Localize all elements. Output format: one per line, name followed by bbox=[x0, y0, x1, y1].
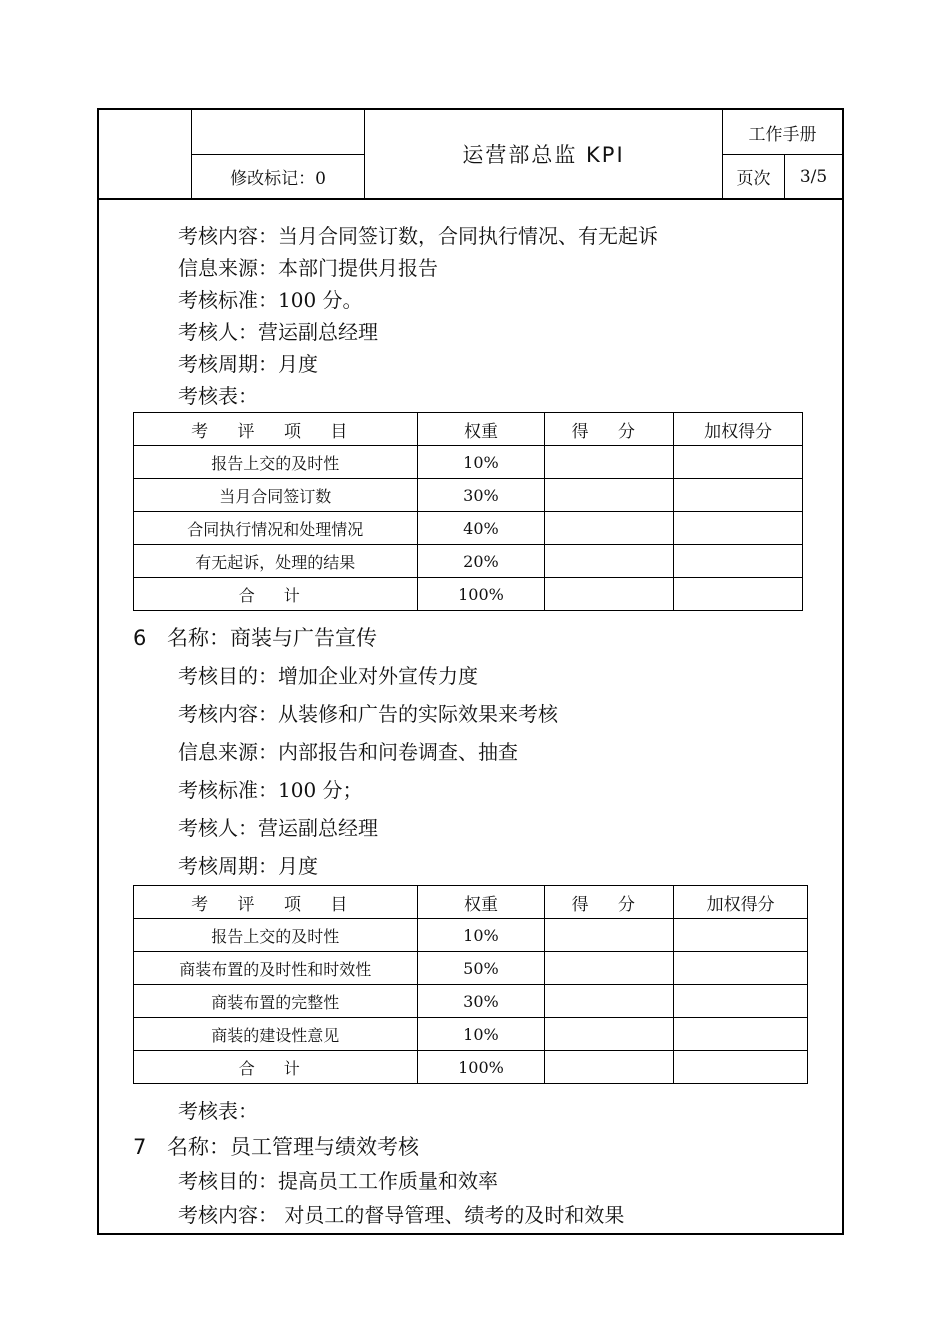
assessment-content-line: 考核内容： 对员工的督导管理、绩考的及时和效果 bbox=[178, 1203, 625, 1227]
weight-cell: 30% bbox=[417, 985, 545, 1018]
section-title: 名称：员工管理与绩效考核 bbox=[167, 1135, 419, 1159]
document-title: 运营部总监 KPI bbox=[462, 143, 625, 167]
item-cell: 商装布置的完整性 bbox=[134, 985, 418, 1018]
weighted-score-cell[interactable] bbox=[674, 545, 803, 578]
assessment-purpose-line: 考核目的：增加企业对外宣传力度 bbox=[178, 664, 478, 688]
weight-cell: 30% bbox=[417, 479, 545, 512]
score-cell[interactable] bbox=[545, 1051, 674, 1084]
item-cell: 有无起诉，处理的结果 bbox=[134, 545, 418, 578]
info-source-line: 信息来源：本部门提供月报告 bbox=[178, 256, 438, 280]
table-row bbox=[134, 512, 803, 545]
decoration-assessment-table bbox=[133, 885, 808, 1084]
weighted-score-cell[interactable] bbox=[674, 1051, 808, 1084]
assessment-content-line: 考核内容：从装修和广告的实际效果来考核 bbox=[178, 702, 558, 726]
column-header: 加权得分 bbox=[674, 413, 803, 446]
score-cell[interactable] bbox=[545, 919, 674, 952]
weighted-score-cell[interactable] bbox=[674, 952, 808, 985]
table-row bbox=[134, 952, 808, 985]
document-header bbox=[99, 110, 842, 200]
assessment-purpose-line: 考核目的：提高员工工作质量和效率 bbox=[178, 1169, 498, 1193]
weight-cell: 100% bbox=[417, 1051, 545, 1084]
manual-label: 工作手册 bbox=[748, 124, 817, 145]
table-total-row bbox=[134, 1051, 808, 1084]
info-source-line: 信息来源：内部报告和问卷调查、抽查 bbox=[178, 740, 518, 764]
column-header: 权重 bbox=[417, 413, 545, 446]
item-cell: 报告上交的及时性 bbox=[134, 919, 418, 952]
assessment-table-label: 考核表： bbox=[178, 1099, 258, 1123]
column-header: 考 评 项 目 bbox=[134, 886, 418, 919]
total-label-cell: 合 计 bbox=[134, 578, 418, 611]
total-label-cell: 合 计 bbox=[134, 1051, 418, 1084]
assessment-period-line: 考核周期：月度 bbox=[178, 854, 318, 878]
score-cell[interactable] bbox=[545, 446, 674, 479]
column-header: 得 分 bbox=[545, 413, 674, 446]
contract-assessment-table bbox=[133, 412, 803, 611]
weighted-score-cell[interactable] bbox=[674, 919, 808, 952]
weighted-score-cell[interactable] bbox=[674, 512, 803, 545]
weighted-score-cell[interactable] bbox=[674, 1018, 808, 1051]
score-cell[interactable] bbox=[545, 1018, 674, 1051]
table-row bbox=[134, 985, 808, 1018]
assessment-period-line: 考核周期：月度 bbox=[178, 352, 318, 376]
weighted-score-cell[interactable] bbox=[674, 985, 808, 1018]
weight-cell: 20% bbox=[417, 545, 545, 578]
column-header: 得 分 bbox=[545, 886, 674, 919]
assessment-standard-line: 考核标准：100 分； bbox=[178, 778, 363, 802]
section-7-heading bbox=[133, 1131, 419, 1161]
table-header-row bbox=[134, 413, 803, 446]
assessor-line: 考核人：营运副总经理 bbox=[178, 816, 378, 840]
table-row bbox=[134, 479, 803, 512]
weight-cell: 100% bbox=[417, 578, 545, 611]
section-title: 名称：商装与广告宣传 bbox=[167, 626, 377, 650]
weight-cell: 50% bbox=[417, 952, 545, 985]
section-number: 7 bbox=[133, 1135, 147, 1159]
score-cell[interactable] bbox=[545, 479, 674, 512]
item-cell: 商装的建设性意见 bbox=[134, 1018, 418, 1051]
weight-cell: 10% bbox=[417, 446, 545, 479]
weight-cell: 10% bbox=[417, 1018, 545, 1051]
column-header: 加权得分 bbox=[674, 886, 808, 919]
score-cell[interactable] bbox=[545, 985, 674, 1018]
column-header: 考 评 项 目 bbox=[134, 413, 418, 446]
section-6-heading bbox=[133, 622, 377, 652]
assessor-line: 考核人：营运副总经理 bbox=[178, 320, 378, 344]
item-cell: 商装布置的及时性和时效性 bbox=[134, 952, 418, 985]
table-row bbox=[134, 919, 808, 952]
weight-cell: 40% bbox=[417, 512, 545, 545]
assessment-content-line: 考核内容：当月合同签订数，合同执行情况、有无起诉 bbox=[178, 224, 658, 248]
revision-label: 修改标记：0 bbox=[230, 169, 326, 189]
table-row bbox=[134, 446, 803, 479]
score-cell[interactable] bbox=[545, 578, 674, 611]
page-label: 页次 bbox=[736, 169, 771, 189]
table-row bbox=[134, 545, 803, 578]
section-number: 6 bbox=[133, 626, 147, 650]
item-cell: 报告上交的及时性 bbox=[134, 446, 418, 479]
weighted-score-cell[interactable] bbox=[674, 446, 803, 479]
weighted-score-cell[interactable] bbox=[674, 479, 803, 512]
weighted-score-cell[interactable] bbox=[674, 578, 803, 611]
assessment-table-label: 考核表： bbox=[178, 384, 258, 408]
page-number: 3/5 bbox=[799, 166, 828, 187]
item-cell: 合同执行情况和处理情况 bbox=[134, 512, 418, 545]
score-cell[interactable] bbox=[545, 545, 674, 578]
table-total-row bbox=[134, 578, 803, 611]
column-header: 权重 bbox=[417, 886, 545, 919]
table-header-row bbox=[134, 886, 808, 919]
assessment-standard-line: 考核标准：100 分。 bbox=[178, 288, 363, 312]
weight-cell: 10% bbox=[417, 919, 545, 952]
score-cell[interactable] bbox=[545, 952, 674, 985]
table-row bbox=[134, 1018, 808, 1051]
score-cell[interactable] bbox=[545, 512, 674, 545]
item-cell: 当月合同签订数 bbox=[134, 479, 418, 512]
